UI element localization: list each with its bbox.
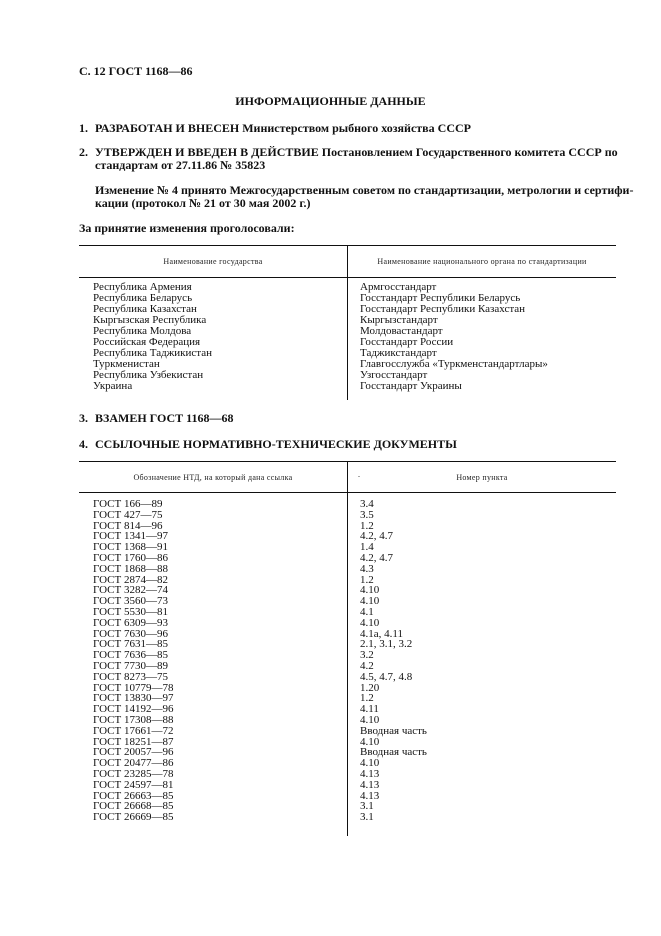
- section-4-number: 4.: [79, 437, 88, 451]
- ref-doc-item: ГОСТ 6309—93: [93, 616, 168, 629]
- vote-state-item: Республика Казахстан: [93, 303, 197, 315]
- vote-body-item: Госстандарт Республики Беларусь: [360, 292, 521, 304]
- ref-doc-item: ГОСТ 3282—74: [93, 584, 168, 597]
- refs-table-header-mark: .: [358, 470, 360, 479]
- ref-point-item: 4.11: [360, 703, 379, 716]
- refs-table-column-divider: [347, 461, 348, 836]
- section-1-text: РАЗРАБОТАН И ВНЕСЕН Министерством рыбного хозяйства СССР: [95, 121, 471, 135]
- ref-point-item: 3.5: [360, 508, 374, 521]
- vote-body-item: Госстандарт Республики Казахстан: [360, 303, 526, 315]
- ref-point-item: 4.1а, 4.11: [360, 627, 403, 640]
- page-header: С. 12 ГОСТ 1168—86: [79, 64, 193, 78]
- vote-table-header-body: Наименование национального органа по стандартизации: [377, 257, 587, 266]
- vote-body-item: Госстандарт России: [360, 336, 454, 348]
- ref-doc-item: ГОСТ 10779—78: [93, 681, 174, 694]
- section-4-text: ССЫЛОЧНЫЕ НОРМАТИВНО-ТЕХНИЧЕСКИЕ ДОКУМЕНТЫ: [95, 437, 457, 451]
- ref-doc-item: ГОСТ 1760—86: [93, 551, 168, 564]
- section-1: [79, 121, 471, 136]
- ref-doc-item: ГОСТ 24597—81: [93, 778, 174, 791]
- ref-point-item: 4.2, 4.7: [360, 551, 393, 564]
- section-2-line-2: стандартам от 27.11.86 № 35823: [95, 158, 266, 172]
- ref-point-item: 4.10: [360, 757, 380, 770]
- vote-body-item: Госстандарт Украины: [360, 380, 462, 392]
- ref-point-item: 4.13: [360, 778, 380, 791]
- section-3: [79, 411, 234, 426]
- ref-point-item: 1.20: [360, 681, 380, 694]
- ref-point-item: 4.10: [360, 713, 380, 726]
- ref-point-item: 3.2: [360, 649, 374, 662]
- ref-doc-item: ГОСТ 26668—85: [93, 800, 174, 813]
- ref-doc-item: ГОСТ 1368—91: [93, 541, 168, 554]
- section-4: [79, 437, 457, 452]
- vote-state-item: Республика Беларусь: [93, 292, 193, 304]
- ref-doc-item: ГОСТ 2874—82: [93, 573, 168, 586]
- section-3-text: ВЗАМЕН ГОСТ 1168—68: [95, 411, 234, 425]
- vote-state-item: Республика Армения: [93, 281, 192, 293]
- ref-doc-item: ГОСТ 20057—96: [93, 746, 174, 759]
- ref-point-item: 3.1: [360, 800, 374, 813]
- ref-point-item: 4.2, 4.7: [360, 530, 393, 543]
- vote-body-item: Кыргызстандарт: [360, 314, 438, 326]
- ref-point-item: 3.1: [360, 811, 374, 824]
- vote-state-item: Республика Таджикистан: [93, 347, 212, 359]
- ref-point-item: 4.10: [360, 616, 380, 629]
- vote-table-header-state: Наименование государства: [163, 257, 263, 266]
- vote-state-item: Украина: [93, 380, 133, 392]
- ref-doc-item: ГОСТ 18251—87: [93, 735, 174, 748]
- refs-docs-list: [93, 499, 173, 823]
- change-note-line-2: кации (протокол № 21 от 30 мая 2002 г.): [95, 196, 311, 210]
- refs-table-header-point: Номер пункта: [456, 473, 508, 482]
- refs-table-header-doc: Обозначение НТД, на который дана ссылка: [133, 473, 293, 482]
- section-2-line-1: УТВЕРЖДЕН И ВВЕДЕН В ДЕЙСТВИЕ Постановлением Государственного комитета СССР по: [95, 145, 618, 159]
- ref-doc-item: ГОСТ 23285—78: [93, 767, 174, 780]
- ref-point-item: 4.2: [360, 659, 374, 672]
- ref-point-item: 1.2: [360, 573, 374, 586]
- ref-point-item: 4.10: [360, 735, 380, 748]
- ref-doc-item: ГОСТ 17661—72: [93, 724, 174, 737]
- ref-point-item: 4.10: [360, 595, 380, 608]
- ref-doc-item: ГОСТ 13830—97: [93, 692, 174, 705]
- ref-point-item: 4.13: [360, 767, 380, 780]
- ref-doc-item: ГОСТ 166—89: [93, 498, 163, 510]
- ref-doc-item: ГОСТ 7730—89: [93, 659, 168, 672]
- ref-doc-item: ГОСТ 26669—85: [93, 811, 174, 824]
- ref-point-item: 2.1, 3.1, 3.2: [360, 638, 413, 651]
- vote-state-item: Российская Федерация: [93, 336, 201, 348]
- ref-doc-item: ГОСТ 1341—97: [93, 530, 168, 543]
- ref-point-item: 1.2: [360, 519, 374, 532]
- vote-body-item: Молдовастандарт: [360, 325, 443, 337]
- vote-bodies-list: [360, 282, 548, 392]
- ref-doc-item: ГОСТ 814—96: [93, 519, 163, 532]
- ref-point-item: 4.1: [360, 605, 374, 618]
- ref-doc-item: ГОСТ 14192—96: [93, 703, 174, 716]
- vote-states-list: [93, 282, 212, 392]
- vote-state-item: Республика Узбекистан: [93, 369, 204, 381]
- vote-body-item: Армгосстандарт: [360, 281, 437, 293]
- ref-doc-item: ГОСТ 17308—88: [93, 713, 174, 726]
- refs-points-list: [360, 499, 427, 823]
- ref-point-item: 4.10: [360, 584, 380, 597]
- vote-table-column-divider: [347, 245, 348, 400]
- ref-point-item: Вводная часть: [360, 746, 427, 759]
- vote-state-item: Туркменистан: [93, 358, 160, 370]
- ref-doc-item: ГОСТ 7636—85: [93, 649, 168, 662]
- ref-doc-item: ГОСТ 1868—88: [93, 562, 168, 575]
- ref-point-item: 4.3: [360, 562, 374, 575]
- vote-body-item: Узгосстандарт: [360, 369, 428, 381]
- section-3-number: 3.: [79, 411, 88, 425]
- page-title: ИНФОРМАЦИОННЫЕ ДАННЫЕ: [235, 94, 426, 108]
- section-1-number: 1.: [79, 121, 88, 135]
- change-note-line-1: Изменение № 4 принято Межгосударственным советом по стандартизации, метрологии и сертифи-: [95, 183, 634, 197]
- ref-doc-item: ГОСТ 8273—75: [93, 670, 168, 683]
- ref-point-item: 3.4: [360, 498, 374, 510]
- vote-state-item: Республика Молдова: [93, 325, 192, 337]
- ref-point-item: 4.13: [360, 789, 380, 802]
- ref-doc-item: ГОСТ 427—75: [93, 508, 163, 521]
- vote-body-item: Таджикстандарт: [360, 347, 437, 359]
- vote-body-item: Главгосслужба «Туркменстандартлары»: [360, 358, 548, 370]
- ref-doc-item: ГОСТ 3560—73: [93, 595, 168, 608]
- ref-doc-item: ГОСТ 26663—85: [93, 789, 174, 802]
- ref-doc-item: ГОСТ 7630—96: [93, 627, 168, 640]
- ref-doc-item: ГОСТ 7631—85: [93, 638, 168, 651]
- section-2-number: 2.: [79, 145, 88, 159]
- ref-point-item: 1.2: [360, 692, 374, 705]
- vote-heading: За принятие изменения проголосовали:: [79, 221, 295, 235]
- ref-point-item: 1.4: [360, 541, 374, 554]
- ref-point-item: 4.5, 4.7, 4.8: [360, 670, 413, 683]
- ref-point-item: Вводная часть: [360, 724, 427, 737]
- ref-doc-item: ГОСТ 20477—86: [93, 757, 174, 770]
- vote-state-item: Кыргызская Республика: [93, 314, 207, 326]
- ref-doc-item: ГОСТ 5530—81: [93, 605, 168, 618]
